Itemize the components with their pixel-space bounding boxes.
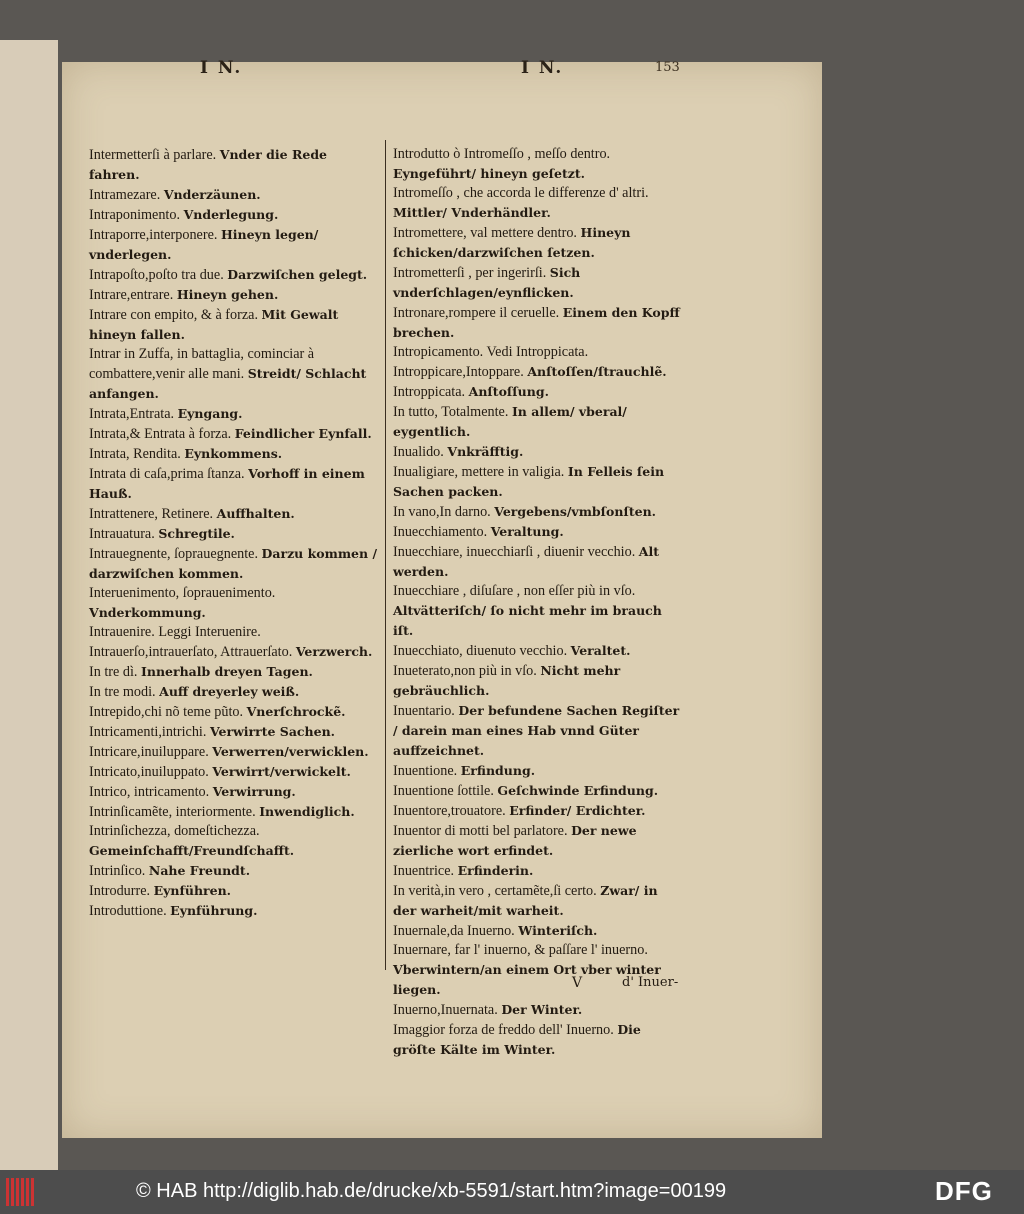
german-translation: Winteriſch. xyxy=(518,923,598,938)
german-translation: Verzwerch. xyxy=(295,644,373,659)
dictionary-entry xyxy=(89,642,381,662)
german-translation: Vergebens/vmbſonſten. xyxy=(494,504,657,519)
dictionary-entry xyxy=(393,761,685,781)
dictionary-entry xyxy=(393,661,685,701)
german-translation: Veraltet. xyxy=(570,643,631,658)
german-translation: Altvätteriſch/ ſo nicht mehr im brauch iſt. xyxy=(393,603,662,638)
german-translation: Nicht mehr gebräuchlich. xyxy=(393,663,621,698)
german-translation: Darzu kommen / darzwiſchen kommen. xyxy=(89,546,378,581)
italian-headword: Introppicata. xyxy=(393,384,466,400)
italian-headword: Introduttione. xyxy=(89,903,167,919)
dictionary-entry xyxy=(89,285,381,305)
italian-headword: Intermetterſi à parlare. xyxy=(89,147,217,163)
italian-headword: Intrinſicamẽte, interiormente. xyxy=(89,804,256,820)
adjacent-page-edge xyxy=(0,40,58,1170)
dictionary-entry xyxy=(89,822,381,861)
german-translation: Darzwiſchen gelegt. xyxy=(227,267,368,282)
dictionary-entry xyxy=(393,522,685,542)
italian-headword: Intrinſichezza, domeſtichezza. xyxy=(89,823,260,839)
italian-headword: Intrar in Zuffa, in battaglia, cominciar à combattere,venir alle mani. xyxy=(89,346,315,382)
german-translation: Gemeinſchafft/Freundſchafft. xyxy=(89,843,295,858)
italian-headword: Intrometterſi , per ingerirſi. xyxy=(393,265,547,281)
italian-headword: Intrattenere, Retinere. xyxy=(89,506,214,522)
dictionary-entry xyxy=(393,1000,685,1020)
german-translation: Mittler/ Vnderhändler. xyxy=(393,205,551,220)
dictionary-entry xyxy=(89,265,381,285)
german-translation: Mit Gewalt hineyn fallen. xyxy=(89,307,339,342)
italian-headword: Inuecchiare , diſuſare , non eſſer più in vſo. xyxy=(393,583,636,599)
italian-headword: Introdurre. xyxy=(89,883,151,899)
signature-mark: V xyxy=(572,975,583,991)
page-number: 153 xyxy=(655,60,680,75)
dictionary-entry xyxy=(89,404,381,424)
german-translation: Schregtile. xyxy=(158,526,235,541)
dictionary-entry xyxy=(393,223,685,263)
german-translation: Vnder die Rede fahren. xyxy=(89,147,328,182)
dictionary-entry xyxy=(393,861,685,881)
dictionary-entry xyxy=(393,382,685,402)
german-translation: Vnerſchrockẽ. xyxy=(246,704,346,719)
dictionary-entry xyxy=(89,504,381,524)
italian-headword: Intrapoſto,poſto tra due. xyxy=(89,267,224,283)
dictionary-entry xyxy=(89,802,381,822)
dictionary-entry xyxy=(89,205,381,225)
catchword: d' Inuer- xyxy=(622,975,679,990)
italian-headword: Intrepido,chi nõ teme pũto. xyxy=(89,704,244,720)
german-translation: Einem den Kopff brechen. xyxy=(393,305,680,340)
italian-headword: In tre dì. xyxy=(89,664,138,680)
dictionary-entry xyxy=(393,263,685,303)
italian-headword: Intrata,Entrata. xyxy=(89,406,175,422)
italian-headword: Inuerno,Inuernata. xyxy=(393,1002,498,1018)
italian-headword: In verità,in vero , certamẽte,ſi certo. xyxy=(393,883,597,899)
german-translation: Der Winter. xyxy=(501,1002,583,1017)
dictionary-entry xyxy=(393,821,685,861)
german-translation: Vnkräfftig. xyxy=(447,444,524,459)
italian-headword: Intricato,inuiluppato. xyxy=(89,764,209,780)
italian-headword: Inuecchiare, inuecchiarſi , diuenir vecchio. xyxy=(393,544,636,560)
german-translation: Erfinder/ Erdichter. xyxy=(509,803,646,818)
italian-headword: Intronare,rompere il ceruelle. xyxy=(393,305,560,321)
german-translation: In Felleis ſein Sachen packen. xyxy=(393,464,665,499)
italian-headword: Inuentore,trouatore. xyxy=(393,803,506,819)
german-translation: Eynführen. xyxy=(153,883,232,898)
dictionary-entry xyxy=(393,362,685,382)
dictionary-entry xyxy=(89,881,381,901)
running-head-right: I N. xyxy=(521,58,564,78)
italian-headword: Inuecchiato, diuenuto vecchio. xyxy=(393,643,568,659)
dictionary-entry xyxy=(393,582,685,641)
italian-headword: Intromeſſo , che accorda le differenze d' altri. xyxy=(393,185,649,201)
german-translation: Vnderzäunen. xyxy=(163,187,261,202)
dictionary-entry xyxy=(393,1020,685,1060)
german-translation: Zwar/ in der warheit/mit warheit. xyxy=(393,883,658,918)
dictionary-entry xyxy=(393,462,685,502)
italian-headword: Intraporre,interponere. xyxy=(89,227,218,243)
italian-headword: Intrinſico. xyxy=(89,863,146,879)
italian-headword: Intrauenire. Leggi Interuenire. xyxy=(89,624,261,640)
italian-headword: Inuernale,da Inuerno. xyxy=(393,923,515,939)
german-translation: Geſchwinde Erfindung. xyxy=(497,783,659,798)
german-translation: Die gröſte Kälte im Winter. xyxy=(393,1022,641,1057)
italian-headword: Intrauerſo,intrauerſato, Attrauerſato. xyxy=(89,644,293,660)
italian-headword: Intromettere, val mettere dentro. xyxy=(393,225,577,241)
german-translation: Verwirrt/verwickelt. xyxy=(212,764,351,779)
dictionary-entry xyxy=(89,782,381,802)
german-translation: Der newe zierliche wort erfindet. xyxy=(393,823,637,858)
italian-headword: Intricare,inuiluppare. xyxy=(89,744,209,760)
dictionary-entry xyxy=(393,701,685,761)
italian-headword: In tre modi. xyxy=(89,684,156,700)
german-translation: Eyngang. xyxy=(177,406,243,421)
dictionary-entry xyxy=(393,542,685,582)
dictionary-entry xyxy=(393,641,685,661)
german-translation: Veraltung. xyxy=(490,524,564,539)
dictionary-entry xyxy=(89,524,381,544)
italian-headword: Introdutto ò Intromeſſo , meſſo dentro. xyxy=(393,146,611,162)
dictionary-entry xyxy=(393,343,685,362)
german-translation: Verwerren/verwicklen. xyxy=(212,744,369,759)
german-translation: Hineyn legen/ vnderlegen. xyxy=(89,227,319,262)
italian-headword: Introppicare,Intoppare. xyxy=(393,364,524,380)
dictionary-entry xyxy=(89,762,381,782)
german-translation: Verwirrung. xyxy=(212,784,296,799)
italian-headword: Imaggior forza de freddo dell' Inuerno. xyxy=(393,1022,614,1038)
italian-headword: In vano,In darno. xyxy=(393,504,491,520)
italian-headword: Intrata, Rendita. xyxy=(89,446,181,462)
italian-headword: In tutto, Totalmente. xyxy=(393,404,509,420)
dictionary-entry xyxy=(89,444,381,464)
italian-headword: Inuentione ſottile. xyxy=(393,783,494,799)
dictionary-entry xyxy=(89,584,381,623)
german-translation: Streidt/ Schlacht anfangen. xyxy=(89,366,367,401)
dictionary-entry xyxy=(89,464,381,504)
dictionary-entry xyxy=(89,225,381,265)
italian-headword: Inuentor di motti bel parlatore. xyxy=(393,823,568,839)
dictionary-entry xyxy=(393,184,685,223)
running-head-left: I N. xyxy=(200,58,243,78)
german-translation: Hineyn ſchicken/darzwiſchen ſetzen. xyxy=(393,225,631,260)
german-translation: Innerhalb dreyen Tagen. xyxy=(141,664,313,679)
dictionary-entry xyxy=(89,861,381,881)
dictionary-entry xyxy=(393,881,685,921)
dictionary-entry xyxy=(393,442,685,462)
german-translation: Eyngeführt/ hineyn geſetzt. xyxy=(393,166,586,181)
italian-headword: Intrico, intricamento. xyxy=(89,784,210,800)
italian-headword: Intrata,& Entrata à forza. xyxy=(89,426,232,442)
italian-headword: Intricamenti,intrichi. xyxy=(89,724,207,740)
german-translation: Eynführung. xyxy=(170,903,258,918)
dictionary-entry xyxy=(393,502,685,522)
dictionary-entry xyxy=(393,801,685,821)
dictionary-entry xyxy=(89,544,381,584)
italian-headword: Inuentario. xyxy=(393,703,455,719)
italian-headword: Intrata di caſa,prima ſtanza. xyxy=(89,466,245,482)
dictionary-entry xyxy=(89,623,381,642)
italian-headword: Inualigiare, mettere in valigia. xyxy=(393,464,565,480)
dictionary-entry xyxy=(89,145,381,185)
dictionary-entry xyxy=(393,941,685,1000)
dictionary-entry xyxy=(89,722,381,742)
italian-headword: Intrauatura. xyxy=(89,526,155,542)
footer-bar xyxy=(0,1170,1024,1214)
hab-logo-icon xyxy=(6,1178,40,1206)
italian-headword: Inualido. xyxy=(393,444,444,460)
dictionary-entry xyxy=(89,305,381,345)
german-translation: Verwirrte Sachen. xyxy=(209,724,336,739)
german-translation: In allem/ vberal/ eygentlich. xyxy=(393,404,627,439)
german-translation: Erfinderin. xyxy=(457,863,534,878)
german-translation: Sich vnderſchlagen/eynflicken. xyxy=(393,265,581,300)
german-translation: Vorhoff in einem Hauß. xyxy=(89,466,365,501)
german-translation: Auffhalten. xyxy=(216,506,295,521)
italian-headword: Intrare con empito, & à forza. xyxy=(89,307,258,323)
german-translation: Vnderkommung. xyxy=(89,605,206,620)
dictionary-entry xyxy=(393,145,685,184)
left-column xyxy=(89,145,381,921)
german-translation: Anſtoſſung. xyxy=(468,384,549,399)
italian-headword: Intraponimento. xyxy=(89,207,181,223)
german-translation: Nahe Freundt. xyxy=(148,863,251,878)
italian-headword: Inuernare, far l' inuerno, & paſſare l' inuerno. xyxy=(393,942,648,958)
italian-headword: Inuentione. xyxy=(393,763,458,779)
german-translation: Auff dreyerley weiß. xyxy=(159,684,300,699)
german-translation: Inwendiglich. xyxy=(259,804,355,819)
german-translation: Der befundene Sachen Regiſter / darein man eines Hab vnnd Güter auffzeichnet. xyxy=(393,703,680,758)
dictionary-entry xyxy=(89,185,381,205)
dictionary-entry xyxy=(89,424,381,444)
italian-headword: Intrauegnente, ſoprauegnente. xyxy=(89,546,258,562)
german-translation: Anſtoſſen/ſtrauchlẽ. xyxy=(527,364,667,379)
italian-headword: Inuentrice. xyxy=(393,863,455,879)
dictionary-entry xyxy=(393,402,685,442)
dictionary-entry xyxy=(393,303,685,343)
german-translation: Alt werden. xyxy=(393,544,660,579)
german-translation: Eynkommens. xyxy=(184,446,283,461)
dictionary-entry xyxy=(393,781,685,801)
german-translation: Vberwintern/an einem Ort vber winter liegen. xyxy=(393,962,661,997)
italian-headword: Interuenimento, ſoprauenimento. xyxy=(89,585,276,601)
dictionary-entry xyxy=(89,662,381,682)
italian-headword: Intrare,entrare. xyxy=(89,287,174,303)
dictionary-entry xyxy=(89,345,381,404)
italian-headword: Inueterato,non più in vſo. xyxy=(393,663,537,679)
dictionary-entry xyxy=(89,702,381,722)
italian-headword: Intramezare. xyxy=(89,187,161,203)
italian-headword: Inuecchiamento. xyxy=(393,524,488,540)
footer-copyright-link[interactable]: © HAB http://diglib.hab.de/drucke/xb-5591/start.htm?image=00199 xyxy=(136,1180,727,1202)
dictionary-entry xyxy=(89,742,381,762)
german-translation: Hineyn gehen. xyxy=(176,287,279,302)
german-translation: Feindlicher Eynfall. xyxy=(234,426,372,441)
german-translation: Erfindung. xyxy=(460,763,536,778)
dictionary-entry xyxy=(393,921,685,941)
dictionary-entry xyxy=(89,901,381,921)
dictionary-entry xyxy=(89,682,381,702)
right-column xyxy=(393,145,685,1060)
column-rule xyxy=(385,140,386,970)
dfg-logo: DFG xyxy=(935,1176,993,1206)
german-translation: Vnderlegung. xyxy=(183,207,279,222)
italian-headword: Intropicamento. Vedi Introppicata. xyxy=(393,344,589,360)
